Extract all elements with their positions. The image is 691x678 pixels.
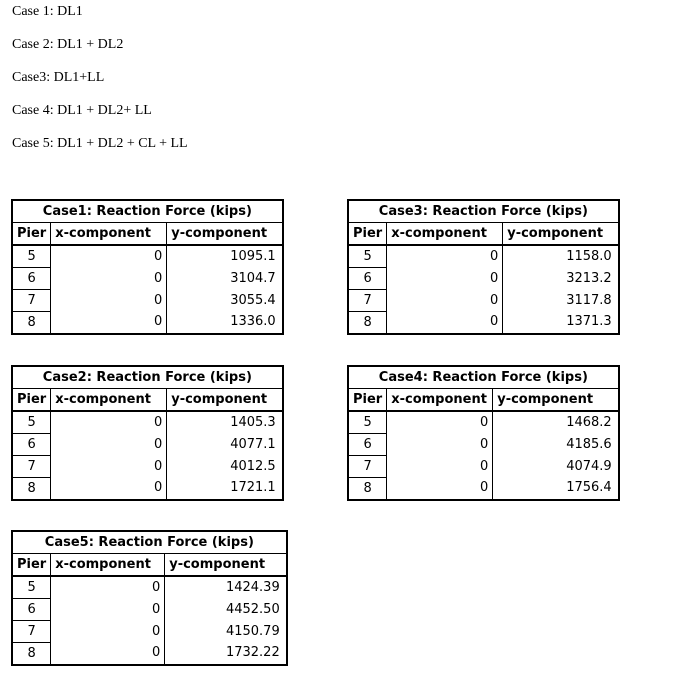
x-cell: 0 — [51, 245, 167, 268]
y-cell: 1468.2 — [493, 411, 619, 434]
pier-cell: 6 — [12, 434, 51, 456]
case-2-definition: Case 2: DL1 + DL2 — [12, 37, 124, 52]
pier-cell: 5 — [348, 411, 387, 434]
x-cell: 0 — [51, 434, 167, 456]
y-cell: 4074.9 — [493, 456, 619, 478]
x-cell: 0 — [51, 290, 167, 312]
y-cell: 3213.2 — [503, 268, 619, 290]
x-cell: 0 — [387, 268, 503, 290]
pier-cell: 6 — [12, 268, 51, 290]
header-x-component: x-component — [51, 554, 165, 577]
case-3-definition: Case3: DL1+LL — [12, 70, 105, 85]
case2-reaction-table — [11, 365, 284, 501]
header-y-component: y-component — [167, 223, 283, 246]
pier-cell: 5 — [348, 245, 387, 268]
pier-cell: 5 — [12, 245, 51, 268]
table-title: Case4: Reaction Force (kips) — [348, 366, 619, 389]
y-cell: 1158.0 — [503, 245, 619, 268]
y-cell: 3104.7 — [167, 268, 283, 290]
x-cell: 0 — [51, 478, 167, 501]
y-cell: 1721.1 — [167, 478, 283, 501]
y-cell: 1732.22 — [165, 643, 287, 666]
case3-reaction-table — [347, 199, 620, 335]
pier-cell: 8 — [12, 643, 51, 666]
x-cell: 0 — [387, 456, 493, 478]
x-cell: 0 — [387, 245, 503, 268]
table-title: Case1: Reaction Force (kips) — [12, 200, 283, 223]
header-pier: Pier — [12, 554, 51, 577]
y-cell: 1095.1 — [167, 245, 283, 268]
y-cell: 1756.4 — [493, 478, 619, 501]
y-cell: 3117.8 — [503, 290, 619, 312]
case-4-definition: Case 4: DL1 + DL2+ LL — [12, 103, 152, 118]
pier-cell: 7 — [12, 621, 51, 643]
x-cell: 0 — [387, 434, 493, 456]
y-cell: 1336.0 — [167, 312, 283, 335]
x-cell: 0 — [51, 456, 167, 478]
y-cell: 1405.3 — [167, 411, 283, 434]
pier-cell: 7 — [348, 290, 387, 312]
header-y-component: y-component — [493, 389, 619, 412]
header-pier: Pier — [348, 223, 387, 246]
header-y-component: y-component — [167, 389, 283, 412]
header-y-component: y-component — [165, 554, 287, 577]
case1-reaction-table — [11, 199, 284, 335]
x-cell: 0 — [51, 268, 167, 290]
x-cell: 0 — [387, 312, 503, 335]
header-y-component: y-component — [503, 223, 619, 246]
y-cell: 4452.50 — [165, 599, 287, 621]
pier-cell: 8 — [348, 312, 387, 335]
header-pier: Pier — [12, 389, 51, 412]
case-5-definition: Case 5: DL1 + DL2 + CL + LL — [12, 136, 188, 151]
pier-cell: 6 — [12, 599, 51, 621]
pier-cell: 5 — [12, 411, 51, 434]
table-title: Case2: Reaction Force (kips) — [12, 366, 283, 389]
header-pier: Pier — [348, 389, 387, 412]
pier-cell: 5 — [12, 576, 51, 599]
pier-cell: 6 — [348, 434, 387, 456]
table-title: Case3: Reaction Force (kips) — [348, 200, 619, 223]
pier-cell: 6 — [348, 268, 387, 290]
y-cell: 3055.4 — [167, 290, 283, 312]
case4-reaction-table — [347, 365, 620, 501]
x-cell: 0 — [51, 621, 165, 643]
y-cell: 4012.5 — [167, 456, 283, 478]
header-x-component: x-component — [51, 389, 167, 412]
header-x-component: x-component — [387, 389, 493, 412]
y-cell: 4185.6 — [493, 434, 619, 456]
y-cell: 1371.3 — [503, 312, 619, 335]
pier-cell: 8 — [12, 312, 51, 335]
x-cell: 0 — [51, 411, 167, 434]
x-cell: 0 — [387, 411, 493, 434]
y-cell: 4077.1 — [167, 434, 283, 456]
pier-cell: 7 — [348, 456, 387, 478]
header-pier: Pier — [12, 223, 51, 246]
header-x-component: x-component — [387, 223, 503, 246]
case-1-definition: Case 1: DL1 — [12, 4, 83, 19]
pier-cell: 7 — [12, 290, 51, 312]
table-title: Case5: Reaction Force (kips) — [12, 531, 287, 554]
x-cell: 0 — [387, 290, 503, 312]
case5-reaction-table — [11, 530, 288, 666]
x-cell: 0 — [387, 478, 493, 501]
pier-cell: 8 — [348, 478, 387, 501]
x-cell: 0 — [51, 643, 165, 666]
y-cell: 1424.39 — [165, 576, 287, 599]
x-cell: 0 — [51, 576, 165, 599]
pier-cell: 7 — [12, 456, 51, 478]
y-cell: 4150.79 — [165, 621, 287, 643]
x-cell: 0 — [51, 312, 167, 335]
x-cell: 0 — [51, 599, 165, 621]
pier-cell: 8 — [12, 478, 51, 501]
header-x-component: x-component — [51, 223, 167, 246]
